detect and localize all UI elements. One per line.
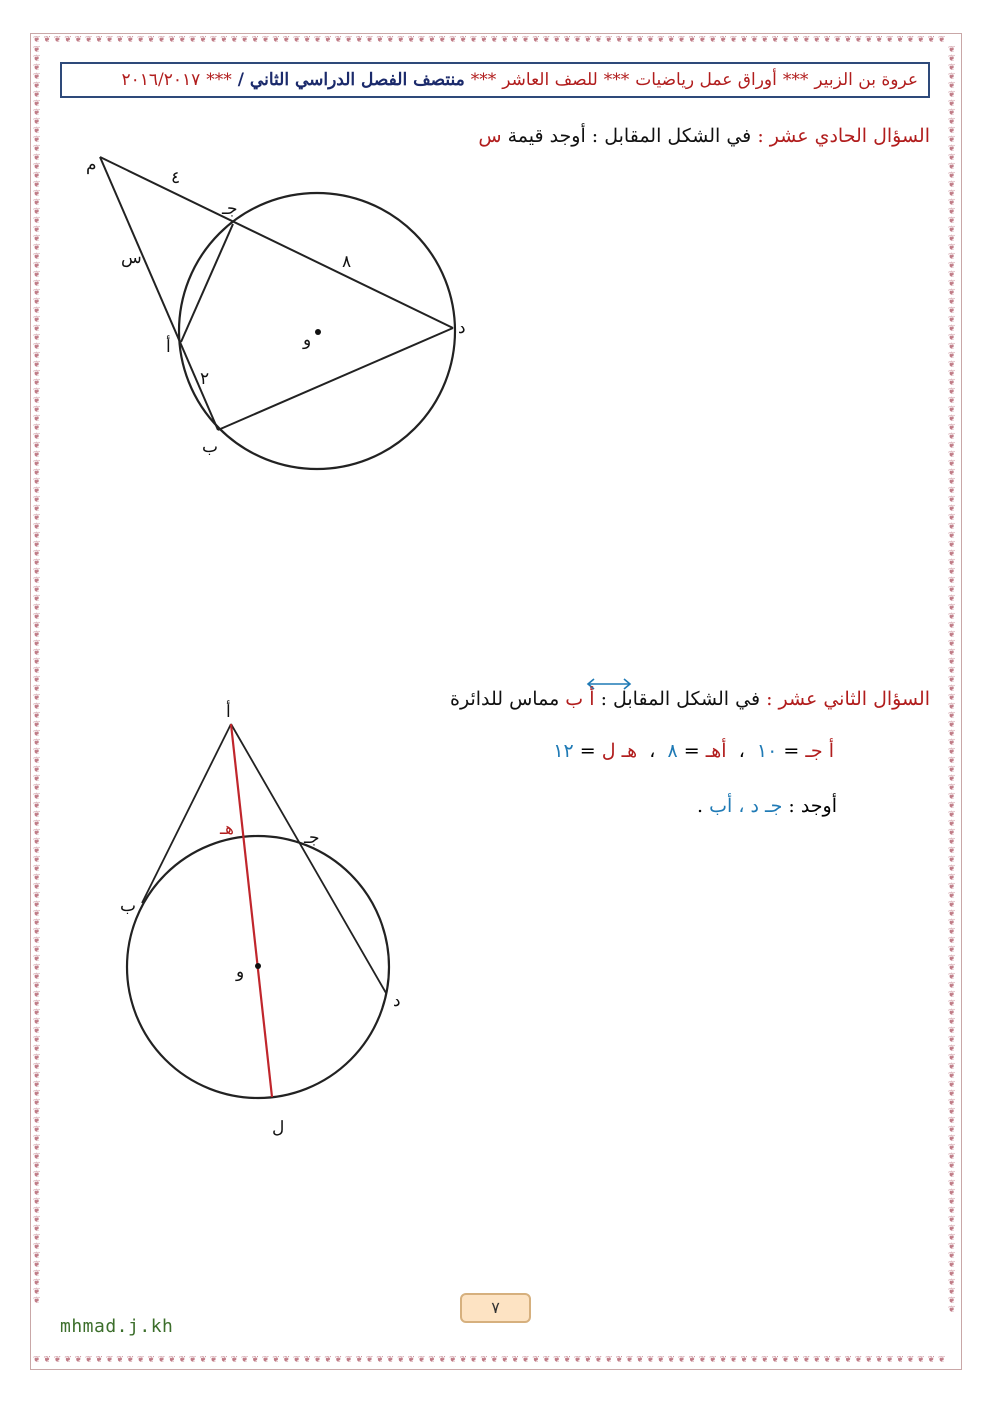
given-aj-value: ١٠ [756,740,778,762]
given-hl-value: ١٢ [553,740,574,762]
worksheet-title: أوراق عمل رياضيات [635,70,777,90]
question-12 [450,688,930,710]
tangent-a-b [142,724,231,903]
center-point [255,963,261,969]
given-values [553,740,834,762]
label-o: و [303,330,312,350]
border-bottom: ❦ ❦ ❦ ❦ ❦ ❦ ❦ ❦ ❦ ❦ ❦ ❦ ❦ ❦ ❦ ❦ ❦ ❦ ❦ ❦ ❦ ❦ ❦ ❦ ❦ ❦ ❦ ❦ ❦ ❦ ❦ ❦ ❦ ❦ ❦ ❦ ❦ ❦ ❦ ❦ ❦ ❦ ❦ ❦ ❦ ❦ ❦ ❦ ❦ ❦ ❦ ❦ ❦ ❦ ❦ ❦ ❦ ❦ ❦ ❦ ❦ ❦ ❦ ❦ ❦ ❦ ❦ ❦ ❦ ❦ ❦ ❦ ❦ ❦ ❦ ❦ ❦ ❦ ❦ ❦ ❦ ❦ ❦ ❦ ❦ ❦ ❦ ❦ [33,1356,946,1365]
question-11-label: السؤال الحادي عشر : [757,125,930,147]
center-point [315,329,321,335]
author-signature: mhmad.j.kh [60,1316,174,1337]
header-separator: *** [206,70,232,90]
border-top: ❦ ❦ ❦ ❦ ❦ ❦ ❦ ❦ ❦ ❦ ❦ ❦ ❦ ❦ ❦ ❦ ❦ ❦ ❦ ❦ ❦ ❦ ❦ ❦ ❦ ❦ ❦ ❦ ❦ ❦ ❦ ❦ ❦ ❦ ❦ ❦ ❦ ❦ ❦ ❦ ❦ ❦ ❦ ❦ ❦ ❦ ❦ ❦ ❦ ❦ ❦ ❦ ❦ ❦ ❦ ❦ ❦ ❦ ❦ ❦ ❦ ❦ ❦ ❦ ❦ ❦ ❦ ❦ ❦ ❦ ❦ ❦ ❦ ❦ ❦ ❦ ❦ ❦ ❦ ❦ ❦ ❦ ❦ ❦ ❦ ❦ ❦ ❦ [33,36,946,45]
tangent-suffix: مماس للدائرة [450,688,560,710]
school-year: ٢٠١٦/٢٠١٧ [121,70,201,90]
given-ah-value: ٨ [667,740,678,762]
label-h: هـ [220,819,234,839]
label-a: أ [226,702,231,722]
length-ma: س [121,248,142,268]
eq-sign: = [783,740,800,762]
label-b: ب [120,896,137,916]
comma: ، [738,740,745,762]
question-11-text: في الشكل المقابل : أوجد قيمة [507,125,752,147]
grade-label: للصف العاشر [502,70,598,90]
find-label: أوجد : [788,795,837,817]
given-aj-label: أ جـ [805,740,834,762]
length-ab: ٢ [200,369,210,389]
find-end: . [697,795,704,817]
chord-a-j [181,224,233,342]
school-name: عروة بن الزبير [814,70,918,90]
label-a: أ [166,337,171,357]
given-hl-label: هـ ل [601,740,638,762]
term-label: منتصف الفصل الدراسي الثاني / [237,70,465,90]
length-mj: ٤ [171,168,181,188]
given-ah-label: أهـ [705,740,727,762]
question-12-text: في الشكل المقابل : [600,688,761,710]
secant-m-d [100,157,453,328]
header-separator: *** [782,70,809,90]
border-left: ❦❦❦❦❦❦❦❦❦❦❦❦❦❦❦❦❦❦❦❦❦❦❦❦❦❦❦❦❦❦❦❦❦❦❦❦❦❦❦❦❦❦❦❦❦❦❦❦❦❦❦❦❦❦❦❦❦❦❦❦❦❦❦❦❦❦❦❦❦❦❦❦❦❦❦❦❦❦❦❦❦❦❦❦❦❦❦❦❦❦❦❦❦❦❦❦❦❦❦❦❦❦❦❦❦❦❦❦❦❦❦❦❦❦❦❦❦❦❦❦❦❦❦❦❦❦❦❦❦❦❦❦❦❦❦❦❦❦❦❦ [33,46,41,1306]
secant-a-d [231,724,386,993]
tangent-name: أ ب [565,688,595,710]
label-j: جـ [222,199,238,219]
label-j: جـ [304,828,320,848]
header-separator: *** [603,70,630,90]
chord-b-d [218,328,453,430]
secant-a-l [231,724,272,1097]
find-items: جـ د ، أب [709,795,783,817]
figure-q12 [120,700,401,1138]
label-o: و [236,962,245,982]
question-12-label: السؤال الثاني عشر : [766,688,930,710]
figure-q11 [86,155,466,469]
find-line [697,795,837,817]
label-d: د [393,991,401,1011]
eq-sign: = [579,740,596,762]
label-l: ل [272,1118,285,1138]
length-jd: ٨ [342,252,352,272]
question-11-variable: س [478,125,502,147]
header-separator: *** [470,70,497,90]
label-b: ب [202,437,219,457]
secant-m-b [100,157,218,430]
page-number: ٧ [460,1293,531,1323]
label-d: د [458,318,466,338]
label-m: م [86,155,97,175]
eq-sign: = [683,740,700,762]
border-right: ❦❦❦❦❦❦❦❦❦❦❦❦❦❦❦❦❦❦❦❦❦❦❦❦❦❦❦❦❦❦❦❦❦❦❦❦❦❦❦❦❦❦❦❦❦❦❦❦❦❦❦❦❦❦❦❦❦❦❦❦❦❦❦❦❦❦❦❦❦❦❦❦❦❦❦❦❦❦❦❦❦❦❦❦❦❦❦❦❦❦❦❦❦❦❦❦❦❦❦❦❦❦❦❦❦❦❦❦❦❦❦❦❦❦❦❦❦❦❦❦❦❦❦❦❦❦❦❦❦❦❦❦❦❦❦❦❦❦❦❦❦ [948,46,956,1315]
comma: ، [649,740,656,762]
